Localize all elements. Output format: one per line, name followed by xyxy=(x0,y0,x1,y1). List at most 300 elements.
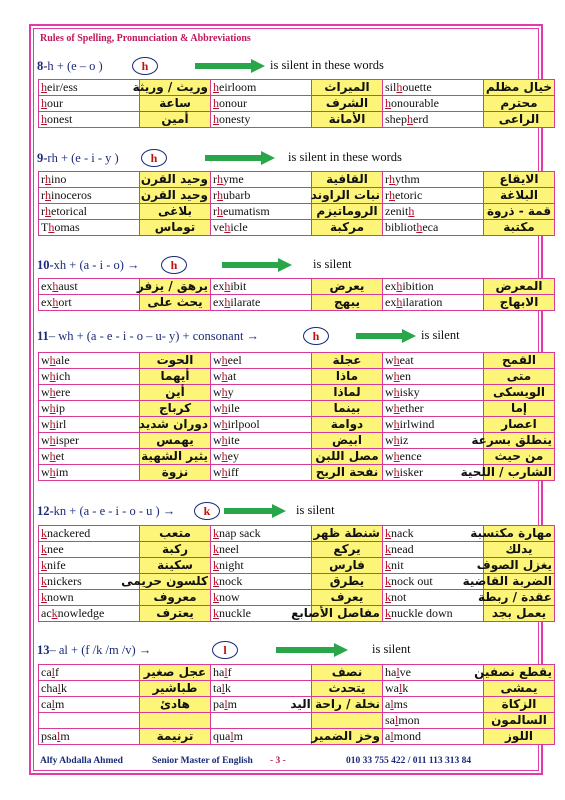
english-word xyxy=(39,295,140,311)
arabic-meaning: نبات الراوند xyxy=(312,188,383,204)
word-part: inoceros xyxy=(51,188,92,202)
arabic-meaning: الروماتيزم xyxy=(312,204,383,220)
english-word xyxy=(39,112,140,128)
silent-letter: h xyxy=(221,385,228,399)
rule-title xyxy=(37,148,119,168)
word-part: iff xyxy=(227,465,239,479)
arabic-meaning: ابيض xyxy=(312,433,383,449)
word-part: w xyxy=(385,369,394,383)
word-part: r xyxy=(385,188,389,202)
arabic-meaning: الشارب / اللحية xyxy=(484,465,555,481)
word-part: w xyxy=(41,433,50,447)
arabic-meaning: يدلك xyxy=(484,542,555,558)
arabic-meaning: يبهج xyxy=(312,295,383,311)
arabic-meaning: يرهق / يزفر xyxy=(140,279,211,295)
arabic-meaning: من حيث xyxy=(484,449,555,465)
word-part: cha xyxy=(41,681,58,695)
english-word xyxy=(39,401,140,417)
word-part: our xyxy=(47,96,63,110)
arabic-meaning: ساعة xyxy=(140,96,211,112)
arabic-meaning: الميراث xyxy=(312,80,383,96)
silent-letter: l xyxy=(224,665,228,679)
silent-letter-circle: h xyxy=(303,327,329,345)
word-part: w xyxy=(213,401,222,415)
arabic-meaning: الويسكى xyxy=(484,385,555,401)
silent-letter: l xyxy=(51,665,55,679)
green-arrow-icon xyxy=(205,151,275,165)
english-word xyxy=(39,353,140,369)
english-word xyxy=(211,526,312,542)
word-part: at xyxy=(227,369,237,383)
word-part: ibition xyxy=(402,279,434,293)
table-row xyxy=(39,449,555,465)
silent-letter: h xyxy=(49,369,56,383)
table-row xyxy=(39,713,555,729)
english-word xyxy=(383,295,484,311)
rule-pattern: xh + (a - i - o) → xyxy=(53,257,140,272)
english-word xyxy=(211,96,312,112)
word-part: nock out xyxy=(391,574,433,588)
word-part: k xyxy=(225,681,232,695)
arabic-meaning: دوامة xyxy=(312,417,383,433)
arabic-meaning: مصل اللبن xyxy=(312,449,383,465)
arabic-meaning: السالمون xyxy=(484,713,555,729)
table-row xyxy=(39,369,555,385)
table-row xyxy=(39,542,555,558)
arabic-meaning: ماذا xyxy=(312,369,383,385)
silent-letter: h xyxy=(217,204,223,218)
english-word xyxy=(211,220,312,236)
word-part: w xyxy=(213,449,222,463)
word-part: T xyxy=(41,220,49,234)
arabic-meaning: يعترف xyxy=(140,606,211,622)
silent-letter: h xyxy=(393,353,400,367)
silent-letter: h xyxy=(213,96,219,110)
english-word xyxy=(39,220,140,236)
arabic-meaning: اللوز xyxy=(484,729,555,745)
word-part: irl xyxy=(55,417,67,431)
arabic-meaning: وريث / وريثة xyxy=(140,80,211,96)
english-word xyxy=(211,665,312,681)
arabic-meaning: متى xyxy=(484,369,555,385)
word-part: onesty xyxy=(219,112,251,126)
word-part: zenit xyxy=(385,204,409,218)
word-part: shep xyxy=(385,112,407,126)
english-word xyxy=(39,697,140,713)
arabic-meaning: يثير الشهية xyxy=(140,449,211,465)
arabic-meaning: إما xyxy=(484,401,555,417)
arabic-meaning: مكتبة xyxy=(484,220,555,236)
word-part: erd xyxy=(413,112,429,126)
english-word xyxy=(383,385,484,401)
word-part: ex xyxy=(41,295,53,309)
footer-role: Senior Master of English xyxy=(152,756,253,766)
footer-phones: 010 33 755 422 / 011 113 313 84 xyxy=(346,756,472,766)
english-word xyxy=(211,204,312,220)
english-word xyxy=(211,295,312,311)
word-part: aust xyxy=(58,279,78,293)
green-arrow-icon xyxy=(222,258,292,272)
silent-letter: h xyxy=(393,385,400,399)
english-word xyxy=(39,606,140,622)
silent-letter: h xyxy=(52,295,59,309)
silent-letter: h xyxy=(224,220,231,234)
silent-letter-circle: k xyxy=(194,502,220,520)
word-part: w xyxy=(213,353,222,367)
english-word xyxy=(39,713,140,729)
english-word xyxy=(39,526,140,542)
english-word xyxy=(211,729,312,745)
table-row xyxy=(39,353,555,369)
english-word xyxy=(211,353,312,369)
word-part: nap sack xyxy=(219,526,261,540)
table-row xyxy=(39,729,555,745)
english-word xyxy=(383,220,484,236)
silent-letter: h xyxy=(393,369,400,383)
silent-letter: h xyxy=(221,433,228,447)
word-table xyxy=(38,278,555,311)
arabic-meaning: يتحدث xyxy=(312,681,383,697)
english-word xyxy=(383,665,484,681)
english-word xyxy=(211,542,312,558)
table-row xyxy=(39,697,555,713)
word-part: ence xyxy=(399,449,422,463)
silent-letter: l xyxy=(57,729,61,743)
arabic-meaning: لماذا xyxy=(312,385,383,401)
word-part: yme xyxy=(223,172,244,186)
silent-letter: h xyxy=(396,80,403,94)
rule-title xyxy=(37,640,151,660)
english-word xyxy=(39,433,140,449)
word-part: ms xyxy=(393,697,408,711)
silent-letter: k xyxy=(41,558,47,572)
table-row xyxy=(39,606,555,622)
rule-suffix: is silent xyxy=(296,503,335,517)
english-word xyxy=(211,449,312,465)
arabic-meaning: أيهما xyxy=(140,369,211,385)
silent-letter: h xyxy=(45,188,51,202)
arabic-meaning: قمة - ذروة xyxy=(484,204,555,220)
english-word xyxy=(383,449,484,465)
word-part: irlpool xyxy=(227,417,260,431)
page-header: Rules of Spelling, Pronunciation & Abbreviations xyxy=(40,33,251,44)
word-part: isker xyxy=(399,465,423,479)
silent-letter: k xyxy=(51,606,58,620)
word-part: r xyxy=(213,172,217,186)
arabic-meaning: نصف xyxy=(312,665,383,681)
rule-suffix: is silent xyxy=(372,642,411,656)
arabic-meaning: يعمل بجد xyxy=(484,606,555,622)
english-word xyxy=(211,574,312,590)
arabic-meaning: نفحة الريح xyxy=(312,465,383,481)
arabic-meaning: محترم xyxy=(484,96,555,112)
silent-letter: h xyxy=(393,433,400,447)
silent-letter: h xyxy=(224,295,231,309)
word-part: r xyxy=(41,188,45,202)
silent-letter: h xyxy=(217,172,223,186)
word-table xyxy=(38,525,555,622)
table-row xyxy=(39,681,555,697)
english-word xyxy=(383,401,484,417)
english-word xyxy=(39,369,140,385)
english-word xyxy=(39,681,140,697)
english-word xyxy=(39,279,140,295)
word-part: ubarb xyxy=(223,188,251,202)
english-word xyxy=(211,590,312,606)
word-part: ey xyxy=(227,449,239,463)
word-part: w xyxy=(213,385,222,399)
word-part: w xyxy=(385,417,394,431)
silent-letter: k xyxy=(41,542,47,556)
word-part: nife xyxy=(47,558,66,572)
arabic-meaning: الراعى xyxy=(484,112,555,128)
silent-letter-circle: l xyxy=(212,641,238,659)
silent-letter: h xyxy=(45,204,51,218)
word-part: k xyxy=(61,681,67,695)
arabic-meaning: ينطلق بسرعة xyxy=(484,433,555,449)
word-part: a xyxy=(385,729,391,743)
silent-letter-circle: h xyxy=(132,57,158,75)
green-arrow-icon xyxy=(276,643,348,657)
silent-letter: k xyxy=(213,590,219,604)
silent-letter: l xyxy=(224,697,228,711)
silent-letter: k xyxy=(41,526,47,540)
footer-page-number: - 3 - xyxy=(270,756,286,766)
arabic-meaning: سكينة xyxy=(140,558,211,574)
silent-letter: k xyxy=(213,526,219,540)
word-part: ythm xyxy=(395,172,420,186)
word-part: eat xyxy=(399,353,414,367)
english-word xyxy=(211,279,312,295)
silent-letter: k xyxy=(41,590,47,604)
rule-number: 11 xyxy=(37,328,49,343)
word-part: w xyxy=(385,401,394,415)
word-part: ibit xyxy=(230,279,247,293)
silent-letter: l xyxy=(57,681,61,695)
rule-pattern: – al + (f /k /m /v) → xyxy=(49,642,152,657)
word-part: w xyxy=(41,385,50,399)
word-table xyxy=(38,352,555,481)
word-part: w xyxy=(385,385,394,399)
arabic-meaning: بينما xyxy=(312,401,383,417)
arabic-meaning: البلاغة xyxy=(484,188,555,204)
word-part: w xyxy=(41,417,50,431)
table-row xyxy=(39,574,555,590)
word-part: ilaration xyxy=(402,295,443,309)
word-part: a xyxy=(385,697,391,711)
rule-number: 12- xyxy=(37,503,54,518)
silent-letter-circle: h xyxy=(161,256,187,274)
silent-letter: h xyxy=(49,385,56,399)
silent-letter: l xyxy=(390,697,394,711)
arabic-meaning: الزكاة xyxy=(484,697,555,713)
english-word xyxy=(383,96,484,112)
word-part: y xyxy=(227,385,234,399)
word-part: icle xyxy=(230,220,248,234)
arabic-meaning: معروف xyxy=(140,590,211,606)
arabic-meaning: مركبة xyxy=(312,220,383,236)
english-word xyxy=(39,558,140,574)
table-row xyxy=(39,465,555,481)
silent-letter: k xyxy=(385,558,391,572)
table-row xyxy=(39,433,555,449)
english-word xyxy=(383,188,484,204)
word-part: eumatism xyxy=(223,204,270,218)
english-word xyxy=(383,433,484,449)
word-part: eirloom xyxy=(219,80,257,94)
word-part: ex xyxy=(385,279,397,293)
table-row xyxy=(39,96,555,112)
english-word xyxy=(39,729,140,745)
silent-letter: h xyxy=(49,449,56,463)
silent-letter: l xyxy=(399,681,403,695)
english-word xyxy=(211,558,312,574)
silent-letter: h xyxy=(408,204,415,218)
rule-pattern: rh + (e - i - y ) xyxy=(47,150,119,165)
english-word xyxy=(383,681,484,697)
silent-letter: h xyxy=(49,401,56,415)
english-word xyxy=(39,204,140,220)
silent-letter: k xyxy=(385,574,391,588)
word-part: onour xyxy=(219,96,247,110)
word-part: sa xyxy=(385,713,395,727)
word-part: isky xyxy=(399,385,420,399)
silent-letter: h xyxy=(221,465,228,479)
word-part: im xyxy=(55,465,69,479)
word-part: isper xyxy=(55,433,79,447)
arabic-meaning: مفاصل الأصابع xyxy=(312,606,383,622)
word-part: mon xyxy=(398,713,420,727)
silent-letter: l xyxy=(390,729,394,743)
word-part: ex xyxy=(213,279,225,293)
word-part: et xyxy=(55,449,65,463)
arabic-meaning: المعرض xyxy=(484,279,555,295)
table-row xyxy=(39,417,555,433)
rule-suffix: is silent in these words xyxy=(270,58,384,72)
word-part: ouette xyxy=(402,80,432,94)
english-word xyxy=(383,697,484,713)
rule-number: 8- xyxy=(37,58,48,73)
table-row xyxy=(39,172,555,188)
rule-number: 13 xyxy=(37,642,50,657)
table-row xyxy=(39,204,555,220)
word-part: wa xyxy=(385,681,399,695)
english-word xyxy=(383,369,484,385)
word-part: nack xyxy=(391,526,414,540)
silent-letter: k xyxy=(213,558,219,572)
silent-letter: h xyxy=(213,112,219,126)
english-word xyxy=(39,417,140,433)
word-part: eir/ess xyxy=(47,80,78,94)
word-part: w xyxy=(41,353,50,367)
table-row xyxy=(39,526,555,542)
word-part: ca xyxy=(41,697,52,711)
silent-letter: h xyxy=(389,188,395,202)
rule-pattern: – wh + (a - e - i - o – u- y) + consonant → xyxy=(48,328,260,343)
arabic-meaning: يطرق xyxy=(312,574,383,590)
silent-letter-circle: h xyxy=(141,149,167,167)
english-word xyxy=(383,590,484,606)
word-part: w xyxy=(385,353,394,367)
arabic-meaning: نخلة / راحة اليد xyxy=(312,697,383,713)
word-part: f xyxy=(55,665,59,679)
arabic-meaning: الضربة القاضية xyxy=(484,574,555,590)
green-arrow-icon xyxy=(224,504,286,518)
arabic-meaning: دوران شديد xyxy=(140,417,211,433)
english-word xyxy=(383,172,484,188)
word-part: nackered xyxy=(47,526,91,540)
word-part: sil xyxy=(385,80,397,94)
word-part: ex xyxy=(385,295,397,309)
arabic-meaning: فارس xyxy=(312,558,383,574)
arabic-meaning: متعب xyxy=(140,526,211,542)
english-word xyxy=(211,172,312,188)
word-part: qua xyxy=(213,729,231,743)
silent-letter: k xyxy=(385,542,391,556)
table-row xyxy=(39,220,555,236)
english-word xyxy=(383,713,484,729)
english-word xyxy=(39,465,140,481)
silent-letter: k xyxy=(213,574,219,588)
word-part: k xyxy=(402,681,409,695)
arabic-meaning: نزوة xyxy=(140,465,211,481)
table-row xyxy=(39,385,555,401)
word-part: m xyxy=(227,697,238,711)
english-word xyxy=(383,80,484,96)
arabic-meaning: هادئ xyxy=(140,697,211,713)
arabic-meaning: خيال مظلم xyxy=(484,80,555,96)
rule-title xyxy=(37,326,259,346)
rule-suffix: is silent in these words xyxy=(288,150,402,164)
silent-letter: h xyxy=(41,96,47,110)
arabic-meaning: يهمس xyxy=(140,433,211,449)
silent-letter: h xyxy=(224,279,231,293)
word-part: ta xyxy=(213,681,222,695)
silent-letter: h xyxy=(221,353,228,367)
table-row xyxy=(39,295,555,311)
word-part: f xyxy=(227,665,232,679)
english-word xyxy=(383,729,484,745)
english-word xyxy=(39,188,140,204)
silent-letter: h xyxy=(393,417,400,431)
word-part: ite xyxy=(227,433,240,447)
word-part: bibliot xyxy=(385,220,417,234)
arabic-meaning: أمين xyxy=(140,112,211,128)
arabic-meaning: وحيد القرن xyxy=(140,188,211,204)
rule-pattern: h + (e – o ) xyxy=(47,58,103,73)
english-word xyxy=(39,96,140,112)
arabic-meaning: ركبة xyxy=(140,542,211,558)
table-row xyxy=(39,80,555,96)
english-word xyxy=(211,369,312,385)
silent-letter: h xyxy=(49,465,56,479)
english-word xyxy=(211,465,312,481)
arabic-meaning: القمح xyxy=(484,353,555,369)
silent-letter: h xyxy=(393,449,400,463)
silent-letter: k xyxy=(213,542,219,556)
word-part: w xyxy=(385,433,394,447)
word-part: ino xyxy=(51,172,67,186)
silent-letter: h xyxy=(393,401,400,415)
silent-letter: h xyxy=(396,279,403,293)
rule-number: 10- xyxy=(37,257,54,272)
arabic-meaning: وحيد القرن xyxy=(140,172,211,188)
silent-letter: l xyxy=(396,665,400,679)
silent-letter: k xyxy=(385,606,391,620)
arabic-meaning: بلاغى xyxy=(140,204,211,220)
silent-letter: k xyxy=(41,574,47,588)
word-part: ich xyxy=(55,369,71,383)
